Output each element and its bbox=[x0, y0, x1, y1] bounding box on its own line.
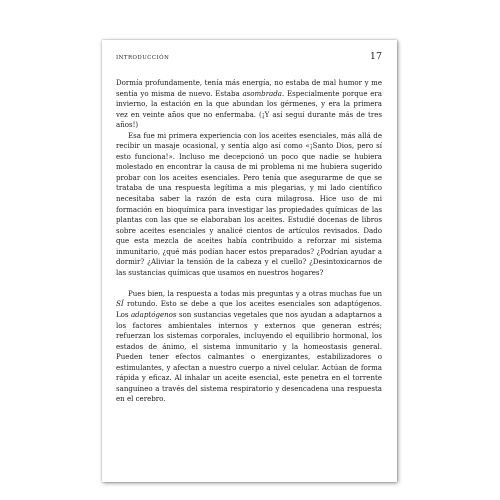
emphasis-adaptogenos: adaptógenos bbox=[130, 310, 177, 320]
paragraph bbox=[116, 131, 382, 279]
emphasis-asombrada: asombrada bbox=[242, 88, 282, 98]
running-head: INTRODUCCIÓN bbox=[116, 55, 170, 61]
emphasis-si: SÍ bbox=[116, 299, 124, 309]
paragraph bbox=[116, 78, 382, 131]
text-run: son sustancias vegetales que nos ayudan a adaptarnos a los factores ambientales internos y externos que generan estrés; refuerzan los sistemas corporales, incluyendo el equilibrio hormonal, los estados de ánimo, el sistema inmunitario y la homeostasis general. Pueden tener efectos calmantes o energizantes, estabilizadores o estimulantes, y afectan a nuestro cuerpo a nivel celular. Actúan de forma rápida y eficaz. Al inhalar un aceite esencial, este penetra en el torrente sanguíneo a través del sistema respiratorio y desencadena una respuesta en el cerebro. bbox=[116, 310, 383, 404]
text-run: Dormía profundamente, tenía más energía, no estaba de mal humor y me sentía yo misma de nuevo. Estaba bbox=[116, 78, 382, 98]
body-text bbox=[116, 78, 382, 405]
text-run: rotundo. Esto se debe a que los aceites esenciales son adaptógenos. Los bbox=[116, 299, 382, 320]
paragraph bbox=[116, 289, 382, 405]
page-number: 17 bbox=[369, 51, 382, 62]
text-run: . Especialmente porque era invierno, la estación en la que abundan los gérmenes, y era la primera vez en veinte años que no enfermaba. (¡Y así seguí durante más de tres años!) bbox=[116, 88, 382, 130]
book-page bbox=[102, 40, 397, 482]
text-run: Esa fue mi primera experiencia con los aceites esenciales, más allá de recibir un masaje ocasional, y sentía algo así como «¡Santo Dios, pero sí esto funciona!». Incluso me decepcionó un poco que nadie se hubiera molestado en encontrar la causa de mi problema ni me hubiera sugerido probar con los aceites esenciales. Pero tenía que asegurarme de que se trataba de una respuesta legítima a mis plegarias, y mi lado científico necesitaba saber la razón de esta cura milagrosa. Hice uso de mi formación en bioquímica para investigar las propiedades químicas de las plantas con las que se elaboraban los aceites. Estudié docenas de libros sobre aceites esenciales y analicé cientos de artículos revisados. Dado que esta mezcla de aceites había contribuido a reforzar mi sistema inmunitario, ¿qué más podían hacer estos preparados? ¿Podrían ayudar a dormir? ¿Aliviar la tensión de la cabeza y el cuello? ¿Desintoxicarnos de las sustancias químicas que usamos en nuestros hogares? bbox=[116, 130, 382, 277]
page-header bbox=[116, 51, 382, 65]
text-run: Pues bien, la respuesta a todas mis preguntas y a otras muchas fue un bbox=[128, 288, 382, 298]
